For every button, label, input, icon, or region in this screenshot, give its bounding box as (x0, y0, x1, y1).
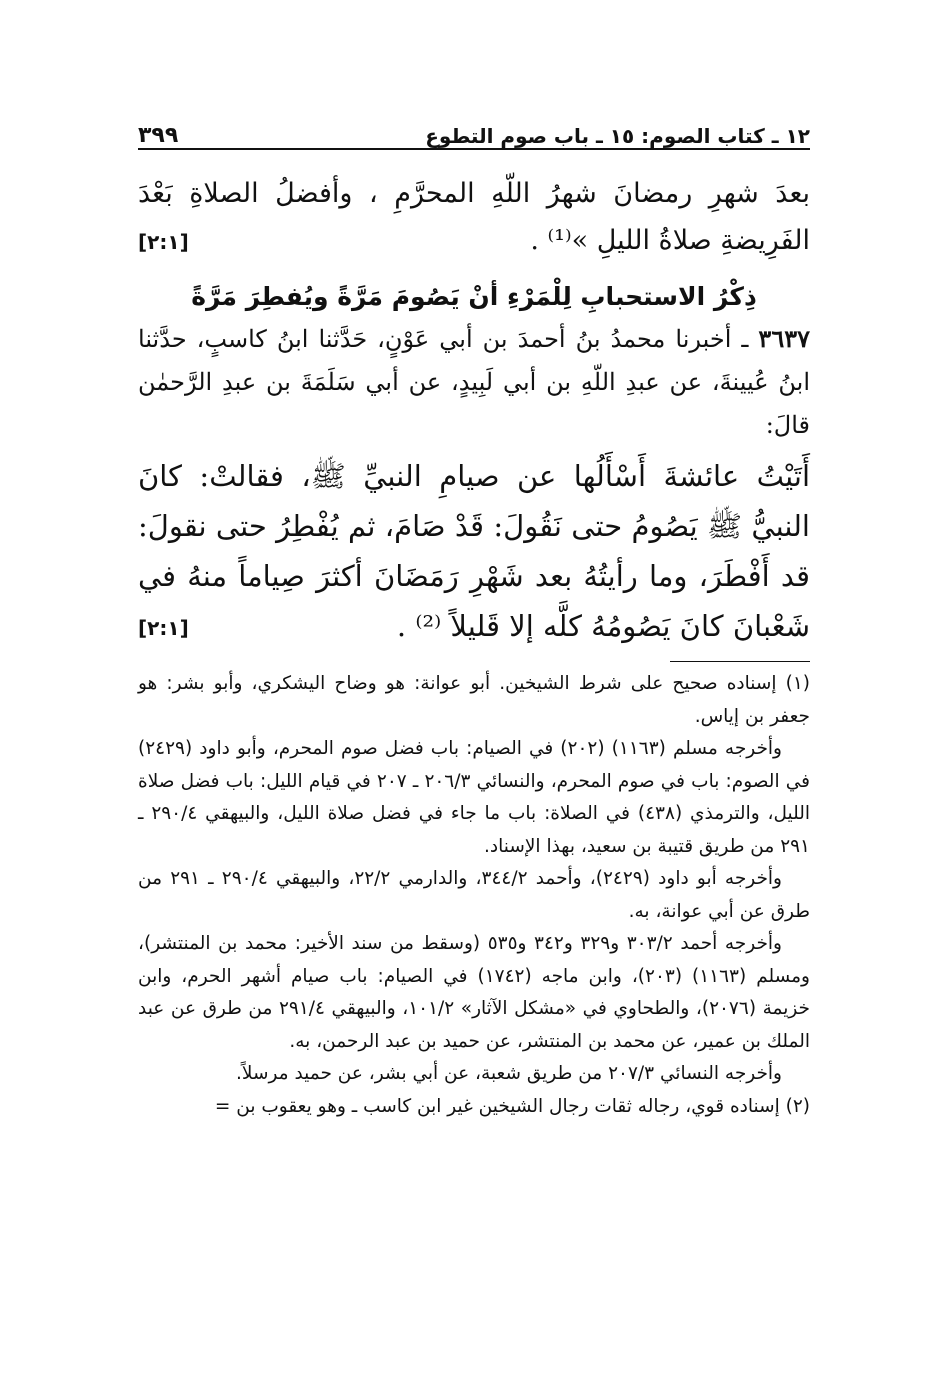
footnote-1: (١) إسناده صحيح على شرط الشيخين. أبو عوانة: هو وضاح اليشكري، وأبو بشر: هو جعفر بن إياس. (138, 673, 810, 727)
section-title: ذِكْرُ الاستحبابِ لِلْمَرْءِ أنْ يَصُومَ مَرَّةً ويُفطِرَ مَرَّةً (191, 282, 757, 311)
matn-text: أَتَيْتُ عائشةَ أَسْأَلُها عن صيامِ النبيِّ ﷺ، فقالتْ: كانَ النبيُّ ﷺ يَصُومُ حتى نَقُولَ: قَدْ صَامَ، ثم يُفْطِرُ حتى نقولَ: قد أَفْطَرَ، وما رأيتُهُ بعد شَهْرِ رَمَضَانَ أكثرَ صِياماً منهُ في شَعْبانَ كانَ يَصُومُهُ كلَّه إلا قَليلاً ⁽²⁾ . (138, 459, 810, 643)
isnad-text: ـ أخبرنا محمدُ بنُ أحمدَ بن أبي عَوْنٍ، حَدَّثنا ابنُ كاسبٍ، حدَّثنا ابنُ عُيينةَ، عن عبدِ اللّهِ بن أبي لَبِيدٍ، عن أبي سَلَمَةَ بن عبدِ الرَّحمٰن قالَ: (138, 325, 810, 439)
hadith-number: ٣٦٣٧ (758, 324, 810, 353)
running-title: ١٢ ـ كتاب الصوم: ١٥ ـ باب صوم التطوع (425, 124, 810, 148)
hadith-isnad (138, 317, 810, 447)
footnote-separator (670, 661, 810, 662)
footnotes (138, 668, 810, 1123)
page-number: ٣٩٩ (138, 123, 179, 148)
footnote-1-nasai: وأخرجه النسائي ٢٠٧/٣ من طريق شعبة، عن أبي بشر، عن حميد مرسلاً. (236, 1063, 782, 1084)
continuation-grade: [٢:١] (138, 230, 189, 254)
hadith-matn (138, 451, 810, 651)
footnote-1-abudawud: وأخرجه أبو داود (٢٤٢٩)، وأحمد ٣٤٤/٢، والدارمي ٢٢/٢، والبيهقي ٢٩٠/٤ ـ ٢٩١ من طرق عن أبي عوانة، به. (138, 868, 810, 922)
continuation-block (138, 170, 810, 264)
footnote-1-muslim: وأخرجه مسلم (١١٦٣) (٢٠٢) في الصيام: باب فضل صوم المحرم، وأبو داود (٢٤٢٩) في الصوم: باب في صوم المحرم، والنسائي ٢٠٦/٣ ـ ٢٠٧ في قيام الليل: باب فضل صلاة الليل، والترمذي (٤٣٨) في الصلاة: باب ما جاء في فضل صلاة الليل، والبيهقي ٢٩٠/٤ ـ ٢٩١ من طريق قتيبة بن سعيد، بهذا الإسناد. (138, 738, 811, 857)
continuation-text (138, 170, 810, 264)
hadith-grade: [٢:١] (138, 616, 189, 640)
page-header (138, 112, 810, 150)
book-page (138, 112, 810, 1123)
continuation-paragraph: بعدَ شهرِ رمضانَ شهرُ اللّهِ المحرَّمِ ، وأفضلُ الصلاةِ بَعْدَ الفَرِيضةِ صلاةُ الليلِ »⁽¹⁾ . (138, 178, 810, 256)
footnote-1-ahmad: وأخرجه أحمد ٣٠٣/٢ و٣٢٩ و٣٤٢ و٥٣٥ (وسقط من سند الأخير: محمد بن المنتشر)، ومسلم (١١٦٣) (٢٠٣)، وابن ماجه (١٧٤٢) في الصيام: باب صيام أشهر الحرم، وابن خزيمة (٢٠٧٦)، والطحاوي في «مشكل الآثار» ١٠١/٢، والبيهقي ٢٩١/٤ من طرق عن عبد الملك بن عمير، عن محمد بن المنتشر، عن حميد بن عبد الرحمن، به. (138, 933, 810, 1052)
footnote-2: (٢) إسناده قوي، رجاله ثقات رجال الشيخين غير ابن كاسب ـ وهو يعقوب بن = (214, 1095, 810, 1117)
